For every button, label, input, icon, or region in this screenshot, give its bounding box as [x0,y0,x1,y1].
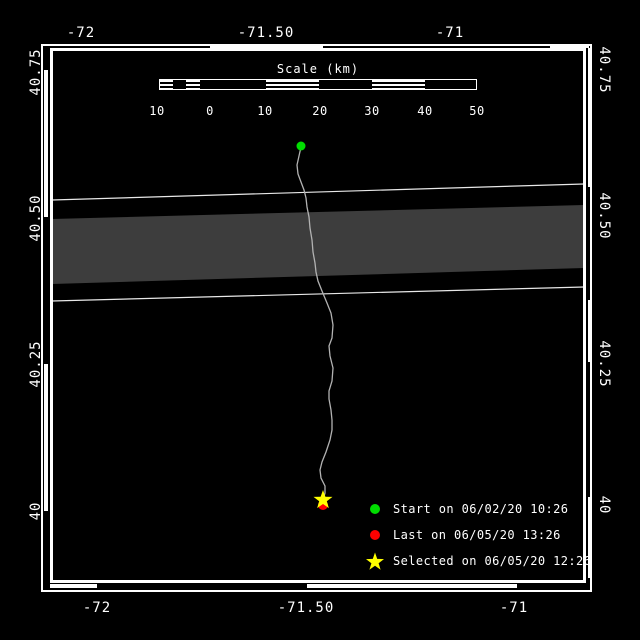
bottom-axis-tick-label: -71 [499,600,529,616]
scalebar-tick-label: 50 [469,104,485,118]
scalebar-tick-label: 10 [257,104,273,118]
scalebar-segment [372,80,425,89]
border-band-bottom [307,584,517,588]
border-band-top [210,45,323,48]
top-axis-tick-label: -71 [435,25,465,41]
border-band-right [588,48,592,187]
last-dot-icon [370,530,380,540]
scalebar-tick-label: 30 [364,104,380,118]
scalebar-tick-label: 0 [206,104,214,118]
right-axis-tick-label: 40.25 [596,340,612,388]
left-axis-tick-label: 40.25 [28,340,44,388]
top-axis-tick-label: -72 [66,25,96,41]
legend-item-selected [375,553,615,569]
selected-star-icon [364,552,386,572]
left-axis-tick-label: 40.75 [28,48,44,96]
right-axis-tick-label: 40.75 [596,46,612,94]
bottom-axis-tick-label: -71.50 [277,600,335,616]
top-axis-tick-label: -71.50 [237,25,295,41]
legend-item-last [375,527,585,543]
legend-label: Last on 06/05/20 13:26 [393,528,561,542]
border-band-top [550,45,589,48]
left-axis-tick-label: 40.50 [28,194,44,242]
right-axis-tick-label: 40.50 [596,192,612,240]
scalebar-segment [266,80,319,89]
scalebar-tick-label: 10 [149,104,165,118]
border-band-right [588,300,592,362]
legend-label: Start on 06/02/20 10:26 [393,502,569,516]
scalebar-tick-label: 40 [417,104,433,118]
border-band-left [44,364,48,511]
scalebar-title: Scale (km) [276,62,360,76]
right-axis-tick-label: 40 [596,495,612,515]
border-band-left [44,70,48,217]
scalebar-segment [160,80,173,89]
start-dot-icon [370,504,380,514]
legend-item-start [375,501,585,517]
left-axis-tick-label: 40 [28,501,44,521]
scalebar-tick-label: 20 [312,104,328,118]
border-band-bottom [50,584,97,588]
scalebar-segment [186,80,200,89]
scalebar [159,79,477,90]
bottom-axis-tick-label: -72 [82,600,112,616]
legend-label: Selected on 06/05/20 12:26 [393,554,592,568]
